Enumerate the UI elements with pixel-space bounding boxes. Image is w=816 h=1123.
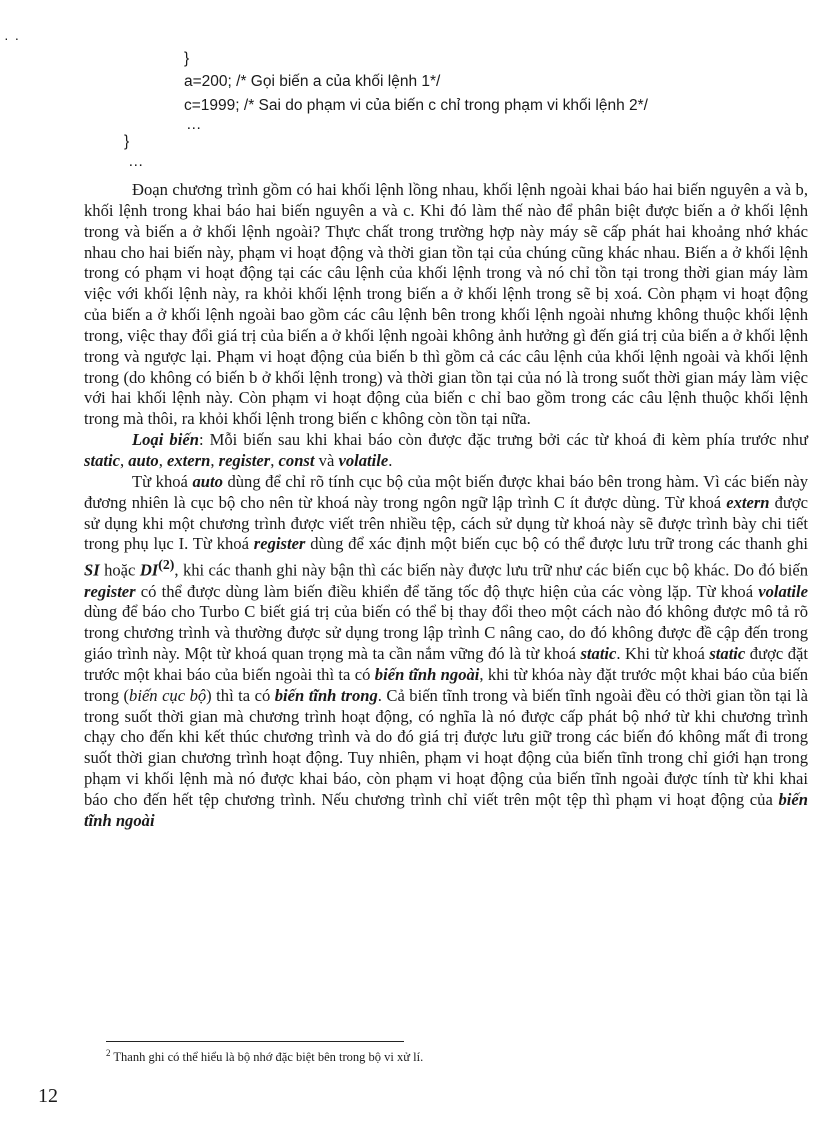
code-ellipsis-outer: … [128, 153, 144, 170]
keyword-static: static [580, 644, 617, 664]
register-si: SI [84, 560, 100, 580]
keyword-static: static [709, 644, 746, 664]
body-text [84, 180, 808, 832]
keyword-const: const [278, 450, 315, 470]
keyword-register: register [253, 534, 306, 554]
code-ellipsis-inner: … [186, 116, 202, 133]
register-di: DI [139, 560, 159, 580]
term-local-variable: biến cục bộ [129, 685, 207, 705]
code-brace-close-outer: } [124, 133, 130, 150]
term-static-external: biến tĩnh ngoài [374, 664, 480, 684]
heading-variable-types: Loại biến [132, 430, 199, 450]
footnote-text: Thanh ghi có thể hiểu là bộ nhớ đặc biệt bên trong bộ vi xử lí. [113, 1050, 424, 1065]
corner-marks: · · [4, 30, 21, 46]
keyword-register: register [218, 450, 271, 470]
footnote-number: 2 [106, 1048, 111, 1058]
footnote-divider [106, 1041, 404, 1042]
code-line-a: a=200; /* Gọi biến a của khối lệnh 1*/ [184, 73, 441, 90]
footnote [106, 1048, 423, 1065]
term-static-external: biến tĩnh ngoài [84, 790, 808, 830]
keyword-auto: auto [192, 471, 223, 491]
keyword-extern: extern [166, 450, 211, 470]
page-number: 12 [38, 1085, 58, 1107]
keyword-auto: auto [128, 450, 159, 470]
footnote-ref: (2) [158, 557, 175, 573]
paragraph-block-scope: Đoạn chương trình gồm có hai khối lệnh lồng nhau, khối lệnh ngoài khai báo hai biến nguyên a và b, khối lệnh trong khai báo hai biến nguyên a và c. Khi đó làm thế nào để phân biệt được biến a ở khối lệnh trong và biến a ở khối lệnh ngoài? Thực chất trong trường hợp này máy sẽ cấp phát hai khoảng nhớ khác nhau cho hai biến này, phạm vi hoạt động và thời gian tồn tại của chúng cũng khác nhau. Biến a ở khối lệnh trong có phạm vi hoạt động tại các câu lệnh của khối lệnh trong và nó chỉ tồn tại trong thời gian máy làm việc với khối lệnh này, ra khỏi khối lệnh trong biến a ở khối lệnh trong sẽ bị xoá. Còn phạm vi hoạt động của biến a ở khối lệnh ngoài bao gồm các câu lệnh bên trong khối lệnh ngoài nhưng không thuộc khối lệnh trong, việc thay đổi giá trị của biến a ở khối lệnh ngoài không ảnh hưởng gì đến giá trị của biến a ở khối lệnh trong và ngược lại. Phạm vi hoạt động của biến b thì gồm cả các câu lệnh của khối lệnh ngoài và khối lệnh trong (do không có biến b ở khối lệnh trong) và thời gian tồn tại của nó là trong suốt thời gian máy làm việc với hai khối lệnh này. Còn phạm vi hoạt động của biến c chỉ bao gồm trong các câu lệnh thuộc khối lệnh trong mà thôi, ra khỏi khối lệnh trong biến c không còn tồn tại nữa. [84, 180, 808, 429]
keyword-register: register [84, 581, 136, 601]
code-brace-close-inner: } [184, 50, 190, 67]
keyword-volatile: volatile [338, 450, 389, 470]
term-static-internal: biến tĩnh trong [274, 685, 378, 705]
keyword-extern: extern [726, 492, 770, 512]
paragraph-variable-types: Loại biến: Mỗi biến sau khi khai báo còn được đặc trưng bởi các từ khoá đi kèm phía trước như static, auto, extern, register, const và volatile. [84, 430, 808, 470]
paragraph-keywords: Từ khoá auto dùng để chỉ rõ tính cục bộ của một biến được khai báo bên trong hàm. Vì các biến này đương nhiên là cục bộ cho nên từ khoá này trong ngôn ngữ lập trình C ít được dùng. Từ khoá extern được sử dụng khi một chương trình được viết trên nhiều tệp, cách sử dụng từ khoá này sẽ được trình bày chi tiết trong phụ lục I. Từ khoá register dùng để xác định một biến cục bộ có thể được lưu trữ trong các thanh ghi SI hoặc DI$^{(2)}$, khi các thanh ghi này bận thì các biến này được lưu trữ như các biến cục bộ khác. Do đó biến register có thể được dùng làm biến điều khiển để tăng tốc độ thực hiện của các vòng lặp. Từ khoá volatile dùng để báo cho Turbo C biết giá trị của biến có thể bị thay đổi theo một cách nào đó không được mô tả rõ trong chương trình và thường được sử dụng trong lập trình C nâng cao, do đó không được đề cập đến trong giáo trình này. Một từ khoá quan trọng mà ta cần nắm vững đó là từ khoá static. Khi từ khoá static được đặt trước một khai báo của biến ngoài thì ta có biến tĩnh ngoài, khi từ khóa này đặt trước một khai báo của biến trong (biến cục bộ) thì ta có biến tĩnh trong. Cả biến tĩnh trong và biến tĩnh ngoài đều có thời gian tồn tại là trong suốt thời gian mà chương trình hoạt động, có nghĩa là nó được cấp phát bộ nhớ từ khi chương trình chạy cho đến khi kết thúc chương trình và do đó giá trị được lưu giữ trong các biến đó không mất đi trong suốt thời gian chương trình hoạt động. Tuy nhiên, phạm vi hoạt động của biến tĩnh trong chỉ giới hạn trong phạm vi khối lệnh mà nó được khai báo, còn phạm vi hoạt động của biến tĩnh ngoài được tính từ khi khai báo cho đến hết tệp chương trình. Nếu chương trình chỉ viết trên một tệp thì phạm vi hoạt động của biến tĩnh ngoài [84, 471, 808, 830]
keyword-volatile: volatile [758, 581, 808, 601]
code-line-c: c=1999; /* Sai do phạm vi của biến c chỉ trong phạm vi khối lệnh 2*/ [184, 97, 648, 114]
keyword-static: static [84, 450, 120, 470]
